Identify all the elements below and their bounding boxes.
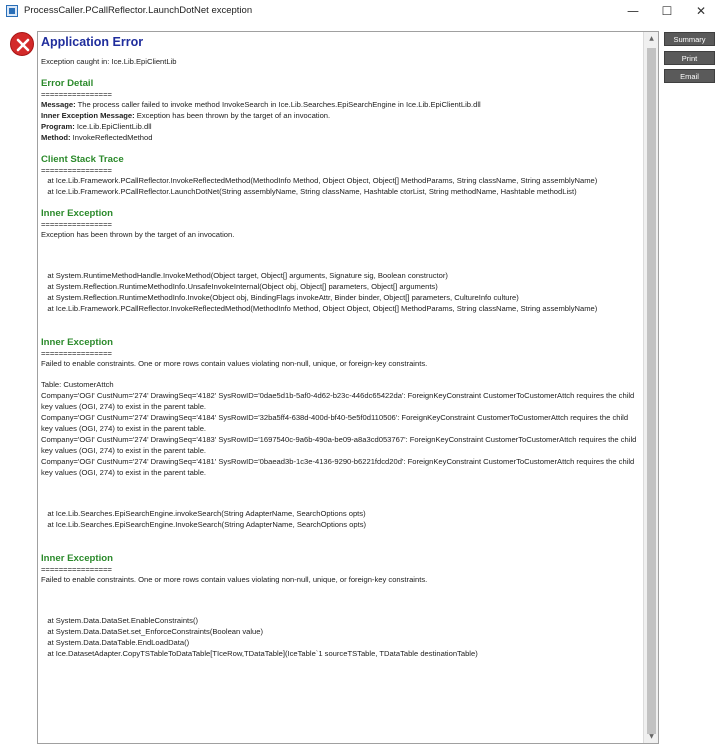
stack-line: at Ice.Lib.Searches.EpiSearchEngine.InvokeSearch(String AdapterName, SearchOptions opts) — [41, 520, 367, 529]
method-value: InvokeReflectedMethod — [70, 133, 153, 142]
stack-line: at System.Reflection.RuntimeMethodInfo.Invoke(Object obj, BindingFlags invokeAttr, Binder binder, Object[] parameters, CultureInfo culture) — [41, 293, 519, 302]
exception-caught-text: Exception caught in: Ice.Lib.EpiClientLib — [41, 57, 177, 66]
constraint-row: Company='OGI' CustNum='274' DrawingSeq='4184' SysRowID='32ba5ff4-638d-400d-bf40-5e5f0d110506': ForeignKeyConstraint CustomerToCustomerAttch requires the child key values (OGI, 274) to exist in the parent table. — [41, 413, 631, 433]
stack-line: at System.Data.DataSet.set_EnforceConstraints(Boolean value) — [41, 627, 264, 636]
inner-exception-message: Failed to enable constraints. One or more rows contain values violating non-null, unique, or foreign-key constraints. — [41, 575, 428, 584]
program-line — [41, 121, 641, 132]
app-icon — [6, 5, 18, 17]
separator: ================ — [41, 90, 112, 99]
stack-line: at System.Reflection.RuntimeMethodInfo.UnsafeInvokeInternal(Object obj, Object[] parameters, Object[] arguments) — [41, 282, 438, 291]
stack-line: at System.RuntimeMethodHandle.InvokeMethod(Object target, Object[] arguments, Signature sig, Boolean constructor) — [41, 271, 448, 280]
message-line — [41, 99, 641, 110]
message-value: The process caller failed to invoke method InvokeSearch in Ice.Lib.Searches.EpiSearchEngine in Ice.Lib.EpiClientLib.dll — [75, 100, 481, 109]
method-label: Method: — [41, 133, 71, 142]
inner-exception-heading: Inner Exception — [41, 337, 113, 348]
program-label: Program: — [41, 122, 75, 131]
vertical-scrollbar[interactable] — [643, 32, 658, 743]
separator: ================ — [41, 220, 112, 229]
minimize-button[interactable]: — — [627, 4, 639, 18]
program-value: Ice.Lib.EpiClientLib.dll — [74, 122, 152, 131]
method-line — [41, 132, 641, 143]
inner-message-value: Exception has been thrown by the target of an invocation. — [134, 111, 331, 120]
scrollbar-thumb[interactable] — [647, 48, 656, 734]
table-label: Table: CustomerAttch — [41, 380, 114, 389]
separator: ================ — [41, 349, 112, 358]
print-button[interactable]: Print — [664, 51, 715, 65]
inner-exception-heading: Inner Exception — [41, 553, 113, 564]
error-icon — [10, 32, 34, 56]
inner-exception-message: Exception has been thrown by the target of an invocation. — [41, 230, 235, 239]
inner-message-line — [41, 110, 641, 121]
inner-exception-heading: Inner Exception — [41, 208, 113, 219]
report-title: Application Error — [41, 35, 144, 49]
stack-line: at Ice.Lib.Framework.PCallReflector.InvokeReflectedMethod(MethodInfo Method, Object Object, Object[] MethodParams, String className, String assemblyName) — [41, 176, 598, 185]
error-report-panel[interactable] — [37, 31, 659, 744]
summary-button[interactable]: Summary — [664, 32, 715, 46]
inner-message-label: Inner Exception Message: — [41, 111, 135, 120]
client-stack-heading: Client Stack Trace — [41, 154, 124, 165]
error-report-content — [41, 34, 641, 659]
email-button[interactable]: Email — [664, 69, 715, 83]
inner-exception-message: Failed to enable constraints. One or more rows contain values violating non-null, unique, or foreign-key constraints. — [41, 359, 428, 368]
constraint-row: Company='OGI' CustNum='274' DrawingSeq='4182' SysRowID='0dae5d1b-5af0-4d62-b23c-446dc65422da': ForeignKeyConstraint CustomerToCustomerAttch requires the child key values (OGI, 274) to exist in the parent table. — [41, 391, 637, 411]
title-bar — [0, 0, 720, 22]
stack-line: at Ice.Lib.Framework.PCallReflector.InvokeReflectedMethod(MethodInfo Method, Object Object, Object[] MethodParams, String className, String assemblyName) — [41, 304, 598, 313]
window-title: ProcessCaller.PCallReflector.LaunchDotNet exception — [24, 5, 253, 16]
stack-line: at System.Data.DataSet.EnableConstraints() — [41, 616, 199, 625]
stack-line: at System.Data.DataTable.EndLoadData() — [41, 638, 190, 647]
maximize-button[interactable]: ☐ — [661, 4, 673, 18]
constraint-row: Company='OGI' CustNum='274' DrawingSeq='4183' SysRowID='1697540c-9a6b-490a-be09-a8a3cd053767': ForeignKeyConstraint CustomerToCustomerAttch requires the child key values (OGI, 274) to exist in the parent table. — [41, 435, 639, 455]
scroll-down-arrow-icon[interactable]: ▼ — [649, 733, 654, 740]
scroll-up-arrow-icon[interactable]: ▲ — [649, 35, 654, 42]
message-label: Message: — [41, 100, 76, 109]
stack-line: at Ice.Lib.Searches.EpiSearchEngine.invokeSearch(String AdapterName, SearchOptions opts) — [41, 509, 366, 518]
separator: ================ — [41, 166, 112, 175]
close-button[interactable]: ✕ — [695, 4, 707, 18]
stack-line: at Ice.DatasetAdapter.CopyTSTableToDataTable[TIceRow,TDataTable](IceTable`1 sourceTSTable, TDataTable destinationTable) — [41, 649, 478, 658]
error-detail-heading: Error Detail — [41, 78, 94, 89]
separator: ================ — [41, 565, 112, 574]
stack-line: at Ice.Lib.Framework.PCallReflector.LaunchDotNet(String assemblyName, String className, Hashtable ctorList, String methodName, Hashtable methodList) — [41, 187, 577, 196]
constraint-row: Company='OGI' CustNum='274' DrawingSeq='4181' SysRowID='0baead3b-1c3e-4136-9290-b6221fdcd20d': ForeignKeyConstraint CustomerToCustomerAttch requires the child key values (OGI, 274) to exist in the parent table. — [41, 457, 637, 477]
